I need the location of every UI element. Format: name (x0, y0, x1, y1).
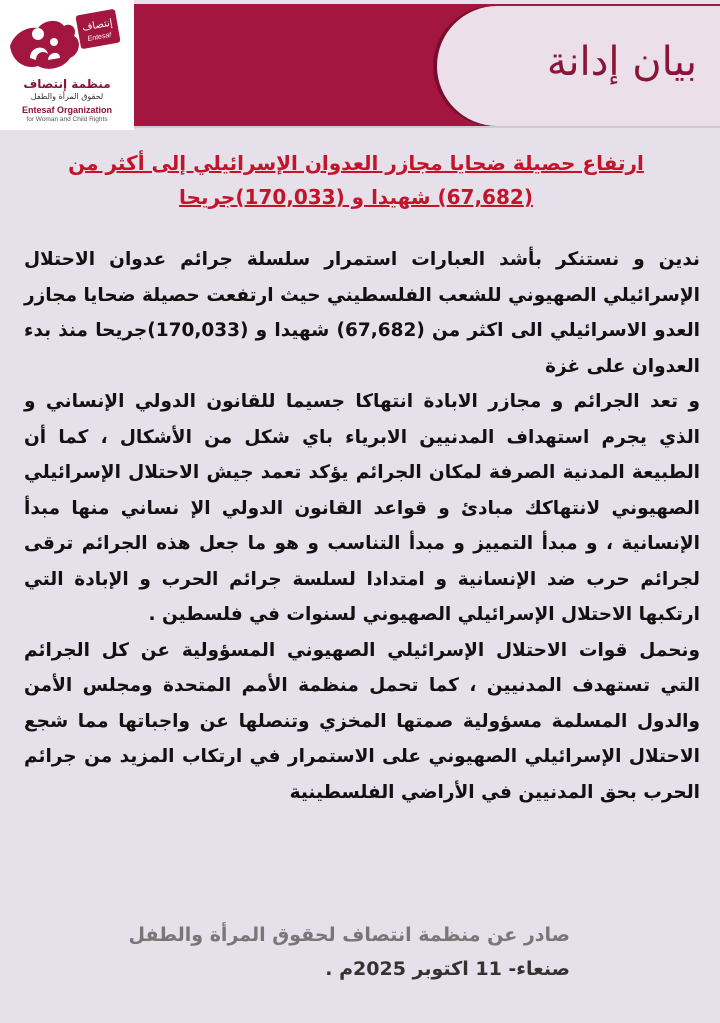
headline-line-1: ارتفاع حصيلة ضحايا مجازر العدوان الإسرائيلي إلى أكثر من (68, 151, 644, 175)
paragraph-2: و تعد الجرائم و مجازر الابادة انتهاكا جسيما للقانون الدولي الإنساني و الذي يجرم استهداف المدنيين الابرياء باي شكل من الأشكال ، كما أن الطبيعة المدنية الصرفة لمكان الجرائم يؤكد تعمد جيش الاحتلال الإسرائيلي الصهيوني لانتهاكك مبادئ و قواعد القانون الدولي الإ نساني منها مبدأ الإنسانية ، و مبدأ التمييز و مبدأ التناسب و هو ما جعل هذه الجرائم ترقى لجرائم حرب ضد الإنسانية و امتدادا لسلسة جرائم الحرب و الإبادة التي ارتكبها الاحتلال الإسرائيلي الصهيوني لسنوات في فلسطين . (24, 391, 700, 625)
logo-mark-latin: Entesaf (87, 31, 112, 43)
logo-subtitle-en: for Woman and Child Rights (26, 116, 108, 123)
paragraph-1: ندين و نستنكر بأشد العبارات استمرار سلسلة جرائم عدوان الاحتلال الإسرائيلي الصهيوني للشعب الفلسطيني حيث ارتفعت حصيلة ضحايا مجازر العدو الاسرائيلي الى اكثر من (67,682) شهيدا و (170,033)جريحا منذ بدء العدوان على غزة (24, 249, 700, 377)
paragraph-3: ونحمل قوات الاحتلال الإسرائيلي الصهيوني المسؤولية عن كل الجرائم التي تستهدف المدنيين ، كما تحمل منظمة الأمم المتحدة ومجلس الأمن والدول المسلمة مسؤولية صمتها المخزي وتنصلها عن واجباتها مما شجع الاحتلال الإسرائيلي الصهيوني على الاستمرار في ارتكاب المزيد من جرائم الحرب بحق المدنيين في الأراضي الفلسطينية (24, 639, 700, 803)
logo-subtitle-ar: لحقوق المرأة والطفل (30, 92, 104, 101)
logo-name-ar: منظمة إنتصاف (23, 77, 111, 91)
headline (40, 146, 672, 214)
date-line: صنعاء- 11 اكتوبر 2025م . (325, 958, 570, 980)
logo-mark-text: إنتصاف (81, 17, 114, 34)
organization-logo (0, 0, 134, 130)
header (0, 0, 720, 130)
issuer-line: صادر عن منظمة انتصاف لحقوق المرأة والطفل (128, 924, 570, 946)
headline-line-2: (67,682) شهيدا و (170,033)جريحا (179, 185, 533, 209)
footer (100, 918, 570, 986)
logo-emblem-icon (4, 6, 130, 78)
logo-name-en: Entesaf Organization (21, 105, 112, 115)
page-title: بيان إدانة (546, 39, 697, 85)
statement-body (24, 242, 700, 810)
header-divider (134, 126, 720, 128)
